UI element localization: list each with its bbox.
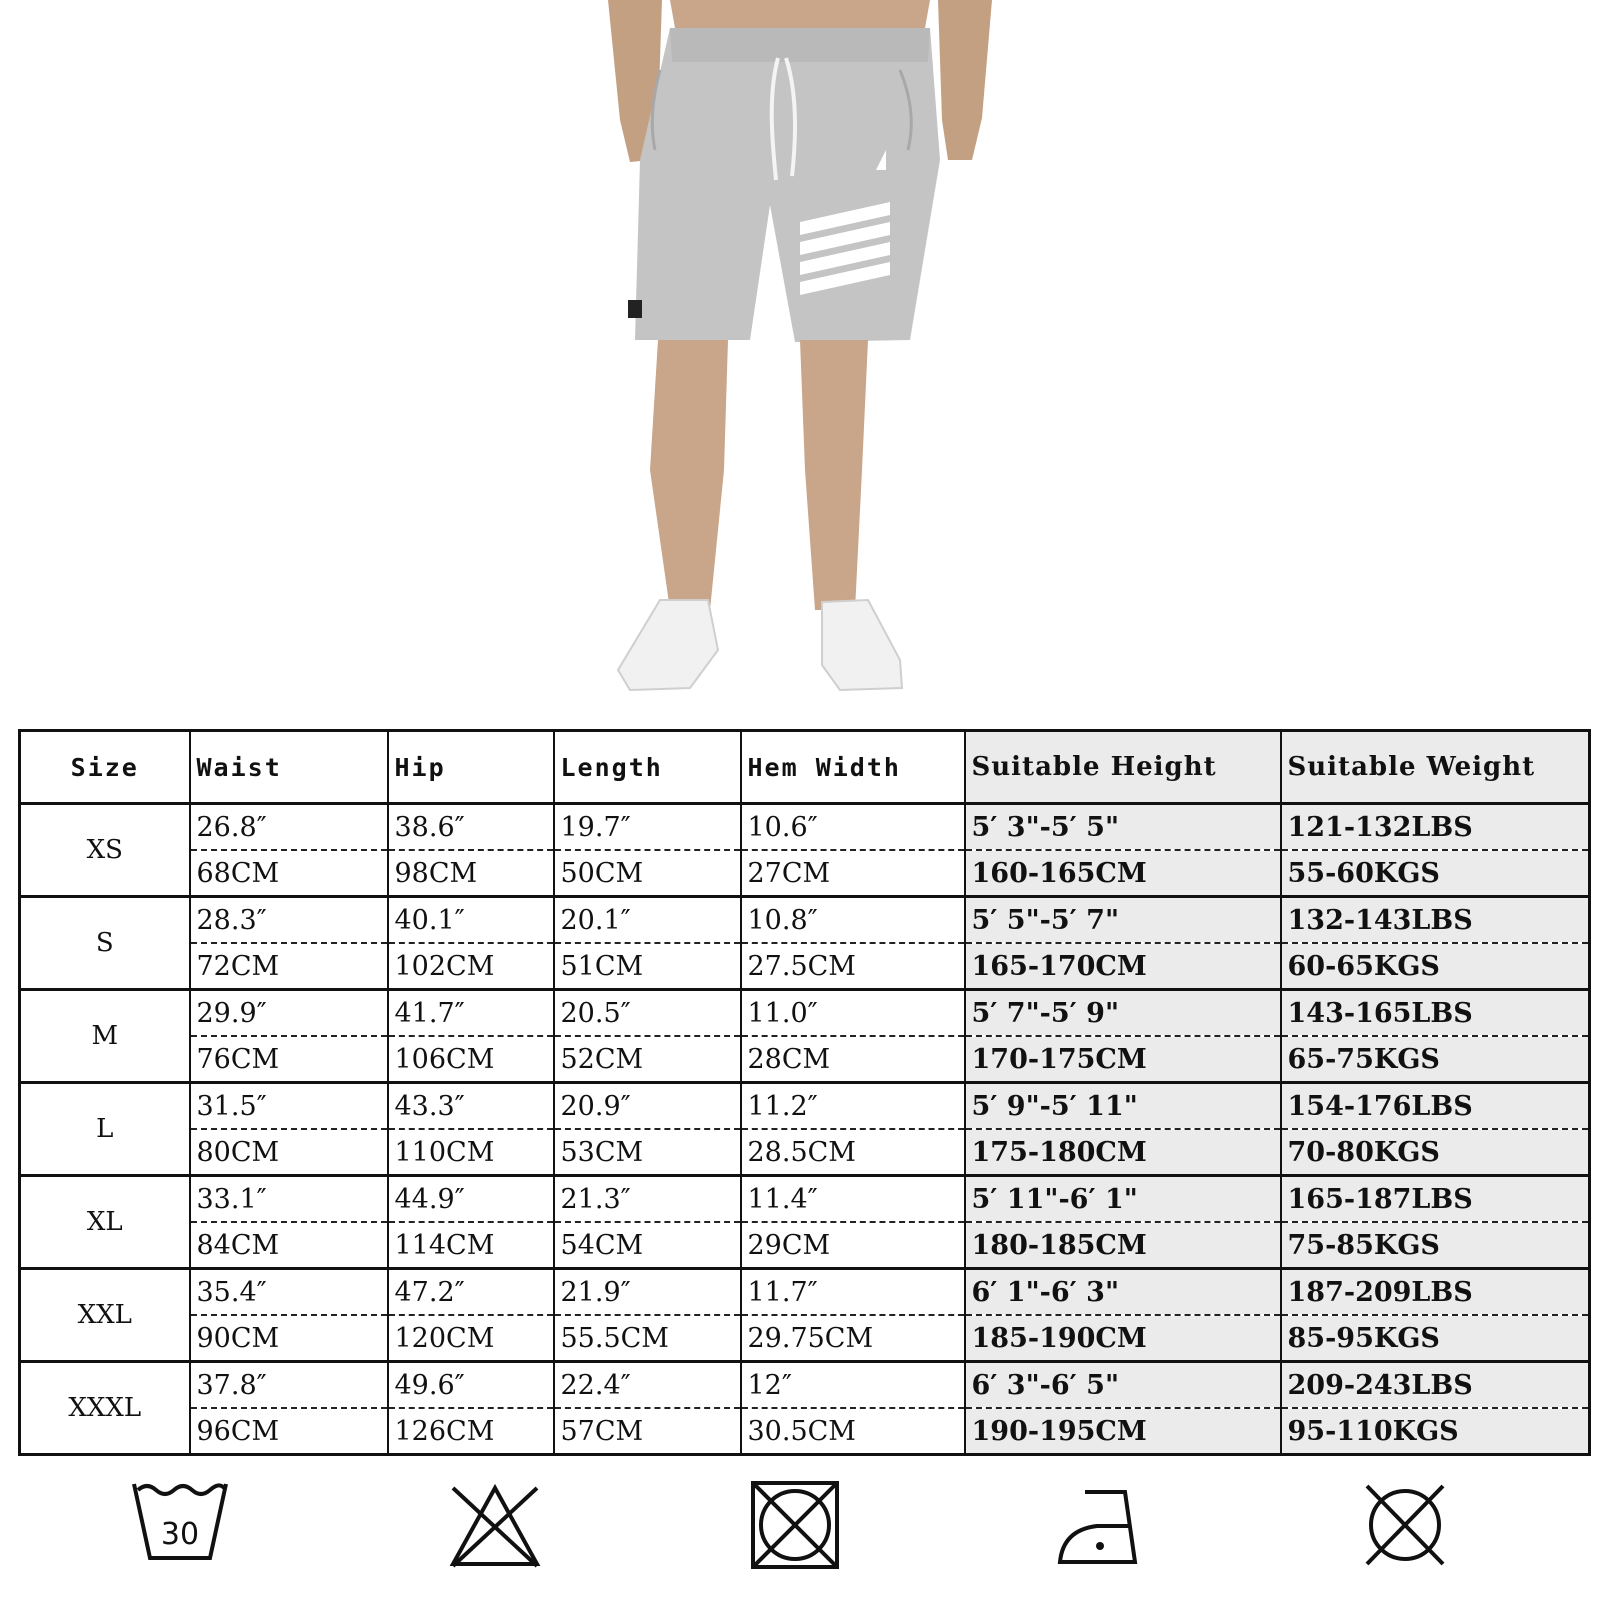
hem-width-cm-cell: 29.75CM [741, 1315, 965, 1362]
length-cm-cell: 52CM [554, 1036, 741, 1083]
suitable-weight-cm-cell: 85-95KGS [1281, 1315, 1590, 1362]
table-row [20, 1222, 1590, 1269]
product-photo [600, 0, 1000, 705]
hip-inch-cell: 44.9″ [388, 1176, 554, 1223]
length-inch-cell: 22.4″ [554, 1362, 741, 1409]
suitable-weight-cm-cell: 95-110KGS [1281, 1408, 1590, 1455]
hip-cm-cell: 114CM [388, 1222, 554, 1269]
hem-width-inch-cell: 11.4″ [741, 1176, 965, 1223]
hip-inch-cell: 47.2″ [388, 1269, 554, 1316]
model-left-leg [650, 340, 728, 610]
table-row [20, 804, 1590, 851]
model-right-leg [800, 340, 868, 610]
suitable-weight-inch-cell: 132-143LBS [1281, 897, 1590, 944]
waist-cm-cell: 72CM [190, 943, 388, 990]
hip-inch-cell: 38.6″ [388, 804, 554, 851]
waist-inch-cell: 26.8″ [190, 804, 388, 851]
waist-cm-cell: 84CM [190, 1222, 388, 1269]
hem-width-cm-cell: 27CM [741, 850, 965, 897]
length-cm-cell: 54CM [554, 1222, 741, 1269]
suitable-weight-cm-cell: 70-80KGS [1281, 1129, 1590, 1176]
do-not-dry-clean-icon [1355, 1478, 1455, 1573]
hip-cm-cell: 126CM [388, 1408, 554, 1455]
suitable-height-cm-cell: 170-175CM [965, 1036, 1281, 1083]
table-row [20, 1176, 1590, 1223]
waist-inch-cell: 33.1″ [190, 1176, 388, 1223]
hip-inch-cell: 41.7″ [388, 990, 554, 1037]
suitable-height-cm-cell: 175-180CM [965, 1129, 1281, 1176]
hip-inch-cell: 40.1″ [388, 897, 554, 944]
suitable-height-inch-cell: 5′ 3"-5′ 5" [965, 804, 1281, 851]
length-cm-cell: 53CM [554, 1129, 741, 1176]
hem-width-cm-cell: 30.5CM [741, 1408, 965, 1455]
length-inch-cell: 20.5″ [554, 990, 741, 1037]
suitable-weight-inch-cell: 187-209LBS [1281, 1269, 1590, 1316]
suitable-height-cm-cell: 165-170CM [965, 943, 1281, 990]
suitable-height-cm-cell: 160-165CM [965, 850, 1281, 897]
waist-inch-cell: 29.9″ [190, 990, 388, 1037]
shorts [635, 28, 940, 342]
table-row [20, 1083, 1590, 1130]
table-row [20, 1315, 1590, 1362]
wash-30-icon [130, 1478, 230, 1573]
hem-width-inch-cell: 10.8″ [741, 897, 965, 944]
length-inch-cell: 19.7″ [554, 804, 741, 851]
hip-inch-cell: 49.6″ [388, 1362, 554, 1409]
model-torso [670, 0, 930, 28]
table-row [20, 1408, 1590, 1455]
suitable-height-inch-cell: 5′ 9"-5′ 11" [965, 1083, 1281, 1130]
hem-width-inch-cell: 12″ [741, 1362, 965, 1409]
length-inch-cell: 20.1″ [554, 897, 741, 944]
hem-width-inch-cell: 11.7″ [741, 1269, 965, 1316]
waist-inch-cell: 31.5″ [190, 1083, 388, 1130]
length-inch-cell: 21.3″ [554, 1176, 741, 1223]
header-hem-width: Hem Width [741, 731, 965, 804]
hip-cm-cell: 98CM [388, 850, 554, 897]
label-tag [628, 300, 642, 318]
length-cm-cell: 50CM [554, 850, 741, 897]
suitable-height-cm-cell: 180-185CM [965, 1222, 1281, 1269]
suitable-weight-inch-cell: 154-176LBS [1281, 1083, 1590, 1130]
header-suitable-height: Suitable Height [965, 731, 1281, 804]
header-suitable-weight: Suitable Weight [1281, 731, 1590, 804]
waist-cm-cell: 76CM [190, 1036, 388, 1083]
suitable-height-inch-cell: 6′ 3"-6′ 5" [965, 1362, 1281, 1409]
header-hip: Hip [388, 731, 554, 804]
hem-width-cm-cell: 27.5CM [741, 943, 965, 990]
suitable-height-inch-cell: 6′ 1"-6′ 3" [965, 1269, 1281, 1316]
table-row [20, 1362, 1590, 1409]
suitable-weight-inch-cell: 165-187LBS [1281, 1176, 1590, 1223]
waist-cm-cell: 80CM [190, 1129, 388, 1176]
size-label: XS [20, 804, 190, 897]
hem-width-cm-cell: 28.5CM [741, 1129, 965, 1176]
table-row [20, 990, 1590, 1037]
suitable-weight-cm-cell: 55-60KGS [1281, 850, 1590, 897]
length-cm-cell: 51CM [554, 943, 741, 990]
waist-cm-cell: 68CM [190, 850, 388, 897]
waist-inch-cell: 37.8″ [190, 1362, 388, 1409]
hip-cm-cell: 106CM [388, 1036, 554, 1083]
hem-width-inch-cell: 11.0″ [741, 990, 965, 1037]
table-row [20, 943, 1590, 990]
left-shoe [618, 600, 718, 690]
header-length: Length [554, 731, 741, 804]
table-row [20, 897, 1590, 944]
shorts-waistband [670, 28, 930, 62]
model-right-arm [938, 0, 992, 160]
waist-inch-cell: 35.4″ [190, 1269, 388, 1316]
length-cm-cell: 57CM [554, 1408, 741, 1455]
suitable-weight-inch-cell: 143-165LBS [1281, 990, 1590, 1037]
right-shoe [822, 600, 902, 690]
do-not-bleach-icon [445, 1478, 545, 1573]
size-chart-table [18, 729, 1591, 1456]
suitable-weight-cm-cell: 65-75KGS [1281, 1036, 1590, 1083]
suitable-weight-inch-cell: 121-132LBS [1281, 804, 1590, 851]
table-row [20, 850, 1590, 897]
table-row [20, 1036, 1590, 1083]
hem-width-cm-cell: 29CM [741, 1222, 965, 1269]
table-header-row [20, 731, 1590, 804]
suitable-height-inch-cell: 5′ 5"-5′ 7" [965, 897, 1281, 944]
header-size: Size [20, 731, 190, 804]
suitable-height-inch-cell: 5′ 11"-6′ 1" [965, 1176, 1281, 1223]
hip-cm-cell: 120CM [388, 1315, 554, 1362]
length-inch-cell: 20.9″ [554, 1083, 741, 1130]
suitable-height-cm-cell: 190-195CM [965, 1408, 1281, 1455]
size-label: L [20, 1083, 190, 1176]
hem-width-inch-cell: 10.6″ [741, 804, 965, 851]
length-inch-cell: 21.9″ [554, 1269, 741, 1316]
suitable-weight-inch-cell: 209-243LBS [1281, 1362, 1590, 1409]
size-label: XXL [20, 1269, 190, 1362]
suitable-height-cm-cell: 185-190CM [965, 1315, 1281, 1362]
waist-cm-cell: 96CM [190, 1408, 388, 1455]
waist-cm-cell: 90CM [190, 1315, 388, 1362]
length-cm-cell: 55.5CM [554, 1315, 741, 1362]
hip-cm-cell: 102CM [388, 943, 554, 990]
table-row [20, 1269, 1590, 1316]
iron-low-icon [1055, 1478, 1155, 1573]
size-label: S [20, 897, 190, 990]
table-row [20, 1129, 1590, 1176]
suitable-weight-cm-cell: 60-65KGS [1281, 943, 1590, 990]
suitable-weight-cm-cell: 75-85KGS [1281, 1222, 1590, 1269]
hip-cm-cell: 110CM [388, 1129, 554, 1176]
waist-inch-cell: 28.3″ [190, 897, 388, 944]
suitable-height-inch-cell: 5′ 7"-5′ 9" [965, 990, 1281, 1037]
size-label: XXXL [20, 1362, 190, 1455]
size-label: XL [20, 1176, 190, 1269]
size-label: M [20, 990, 190, 1083]
hem-width-cm-cell: 28CM [741, 1036, 965, 1083]
hip-inch-cell: 43.3″ [388, 1083, 554, 1130]
wash-temp-label: 30 [160, 1517, 200, 1552]
hem-width-inch-cell: 11.2″ [741, 1083, 965, 1130]
do-not-tumble-dry-icon [745, 1478, 845, 1573]
table-body [20, 804, 1590, 1455]
header-waist: Waist [190, 731, 388, 804]
